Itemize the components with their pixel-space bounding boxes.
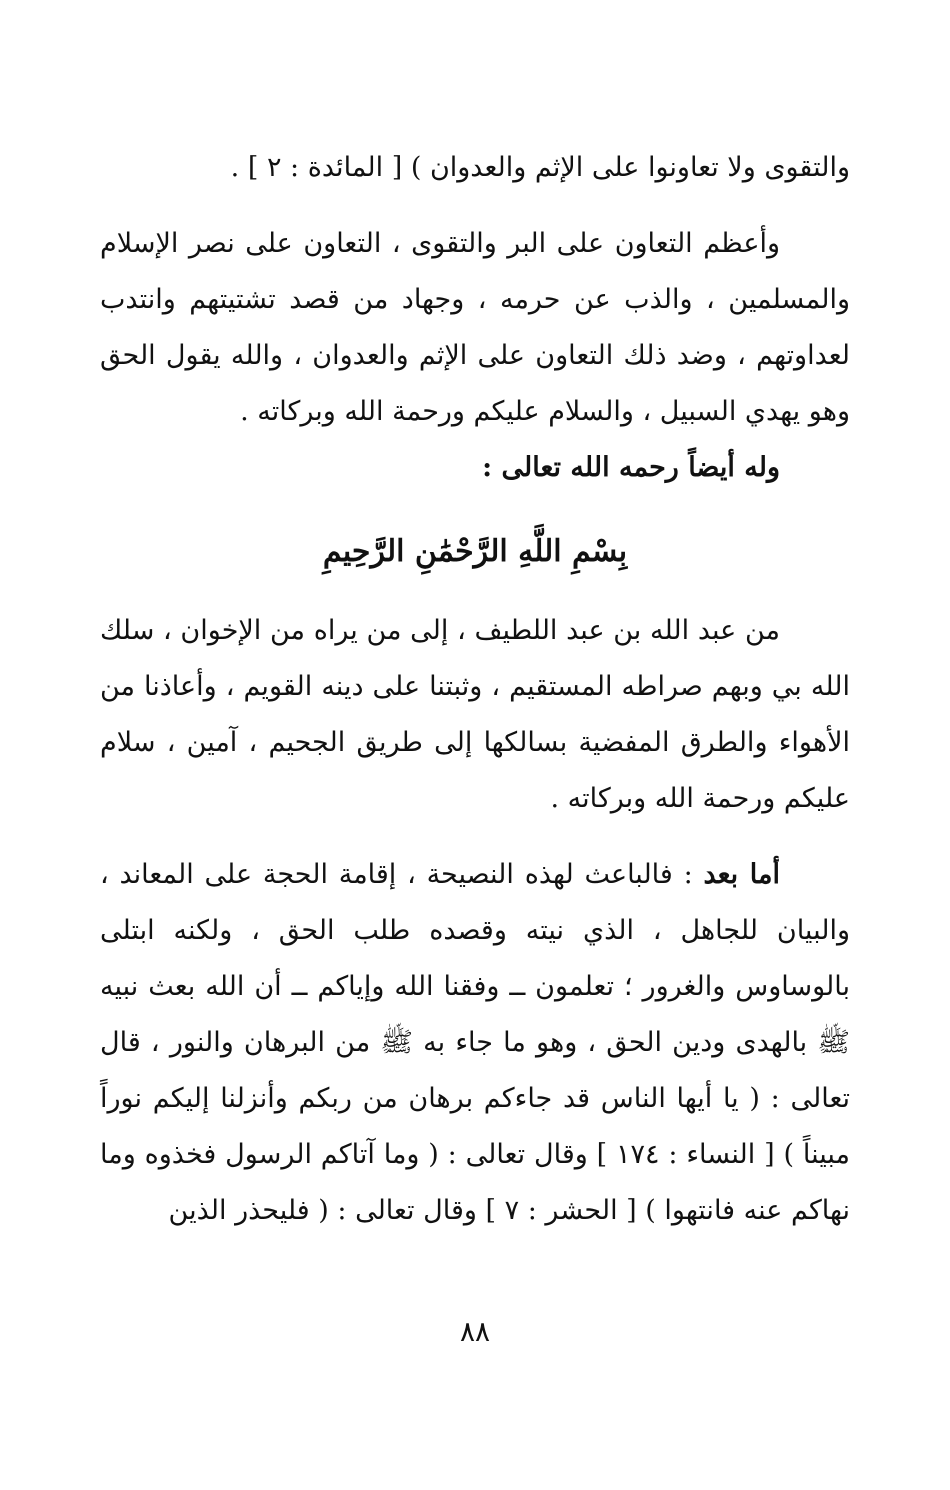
page-number: ٨٨ bbox=[459, 1315, 491, 1348]
section-heading: وله أيضاً رحمه الله تعالى : bbox=[482, 452, 780, 483]
paragraph-greeting: من عبد الله بن عبد اللطيف ، إلى من يراه من الإخوان ، سلك الله بي وبهم صراطه المستقيم ، وثبتنا على دينه القويم ، وأعاذنا من الأهواء والطرق المفضية بسالكها إلى طريق الجحيم ، آمين ، سلام عليكم ورحمة الله وبركاته . bbox=[100, 615, 850, 814]
basmala-calligraphy: بِسْمِ اللَّهِ الرَّحْمَٰنِ الرَّحِيمِ bbox=[322, 534, 628, 569]
paragraph-cooperation: وأعظم التعاون على البر والتقوى ، التعاون على نصر الإسلام والمسلمين ، والذب عن حرمه ، وجهاد من قصد تشتيتهم وانتدب لعداوتهم ، وضد ذلك التعاون على الإثم والعدوان ، والله يقول الحق وهو يهدي السبيل ، والسلام عليكم ورحمة الله وبركاته . bbox=[100, 228, 850, 427]
paragraph-main-body bbox=[100, 847, 850, 1239]
document-page bbox=[100, 140, 850, 1490]
paragraph-body-text: : فالباعث لهذه النصيحة ، إقامة الحجة على المعاند ، والبيان للجاهل ، الذي نيته وقصده طلب الحق ، ولكنه ابتلى بالوساوس والغرور ؛ تعلمون ــ وفقنا الله وإياكم ــ أن الله بعث نبيه ﷺ بالهدى ودين الحق ، وهو ما جاء به ﷺ من البرهان والنور ، قال تعالى : ( يا أيها الناس قد جاءكم برهان من ربكم وأنزلنا إليكم نوراً مبيناً ) [ النساء : ١٧٤ ] وقال تعالى : ( وما آتاكم الرسول فخذوه وما نهاكم عنه فانتهوا ) [ الحشر : ٧ ] وقال تعالى : ( فليحذر الذين bbox=[100, 859, 850, 1226]
paragraph-lead-phrase: أما بعد bbox=[703, 859, 780, 890]
paragraph-verse-end: والتقوى ولا تعاونوا على الإثم والعدوان ) [ المائدة : ٢ ] . bbox=[230, 152, 850, 183]
